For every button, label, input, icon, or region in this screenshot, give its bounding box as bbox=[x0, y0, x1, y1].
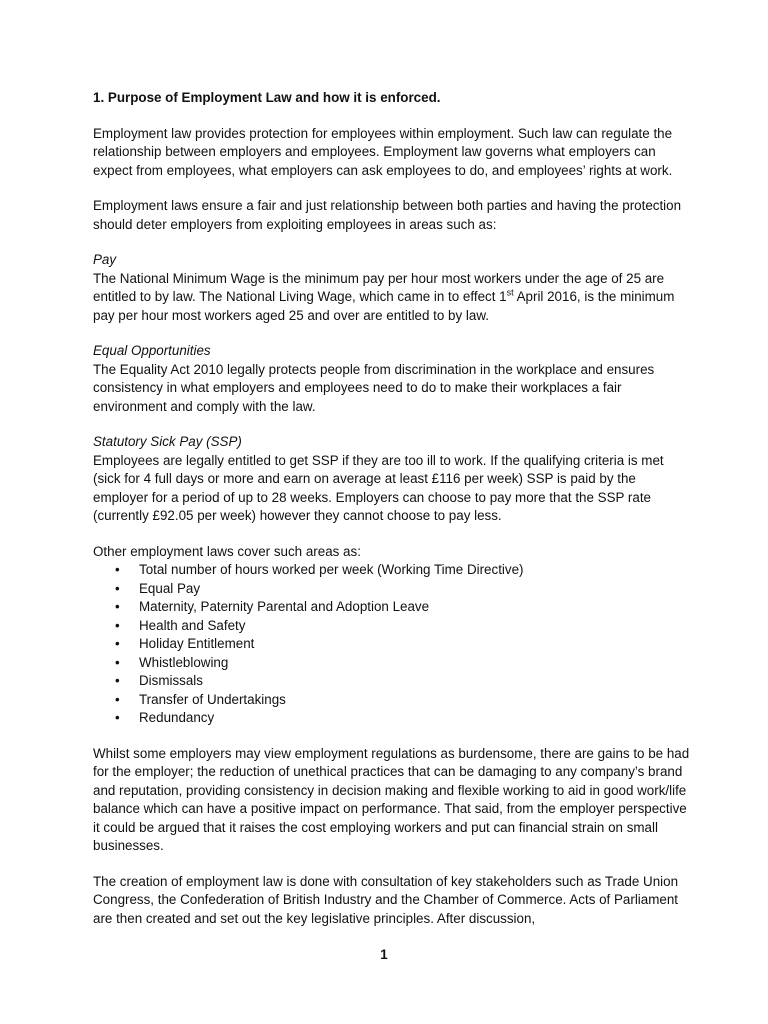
list-item bbox=[93, 691, 693, 710]
bullet-icon: • bbox=[115, 617, 120, 633]
burdensome-paragraph: Whilst some employers may view employment regulations as burdensome, there are gains to be had for the employer; the reduction of unethical practices that can be damaging to any company’s brand and reputation, providing consistency in decision making and flexible working to aid in good work/life balance which can have a positive impact on performance. That said, from the employer perspective it could be argued that it raises the cost employing workers and put can financial strain on small businesses. bbox=[93, 745, 690, 853]
bullet-icon: • bbox=[115, 636, 120, 651]
bullet-icon: • bbox=[115, 562, 120, 577]
list-item-text: Health and Safety bbox=[139, 617, 246, 633]
list-item-text: Total number of hours worked per week (Working Time Directive) bbox=[139, 562, 524, 577]
pay-text-part1: The National Minimum Wage is the minimum pay per hour most workers under the age of 25 are entitled to by law. The National Living Wage, which came in to effect 1 bbox=[93, 270, 665, 304]
list-item-text: Whistleblowing bbox=[139, 654, 229, 670]
bullet-icon: • bbox=[115, 580, 120, 596]
bullet-icon: • bbox=[115, 710, 120, 725]
list-item bbox=[93, 598, 693, 617]
pay-title: Pay bbox=[93, 252, 117, 267]
list-item bbox=[93, 635, 693, 654]
pay-superscript: st bbox=[506, 287, 514, 298]
list-item-text: Redundancy bbox=[139, 710, 215, 725]
bullet-icon: • bbox=[115, 691, 120, 707]
document-page bbox=[93, 89, 693, 945]
other-laws-list bbox=[93, 561, 693, 728]
equal-opportunities-paragraph: The Equality Act 2010 legally protects people from discrimination in the workplace and ensures consistency in what employers and employees need to do to make their workplaces a fair environment and comply with the law. bbox=[93, 361, 655, 414]
list-item-text: Equal Pay bbox=[139, 580, 201, 596]
other-laws-intro: Other employment laws cover such areas as: bbox=[93, 543, 361, 559]
pay-paragraph bbox=[93, 270, 693, 326]
page-number: 1 bbox=[380, 947, 388, 962]
creation-paragraph: The creation of employment law is done with consultation of key stakeholders such as Trade Union Congress, the Confederation of British Industry and the Chamber of Commerce. Acts of Parliament are then created and set out the key legislative principles. After discussion, bbox=[93, 873, 679, 926]
list-item bbox=[93, 672, 693, 691]
equal-opportunities-title: Equal Opportunities bbox=[93, 343, 211, 358]
list-item bbox=[93, 561, 693, 580]
intro-paragraph: Employment law provides protection for employees within employment. Such law can regulate the relationship between employers and employees. Employment law governs what employers can expect from employees, what employers can ask employees to do, and employees’ rights at work. bbox=[93, 125, 673, 178]
fair-relationship-paragraph: Employment laws ensure a fair and just relationship between both parties and having the protection should deter employers from exploiting employees in areas such as: bbox=[93, 198, 682, 232]
ssp-section bbox=[93, 433, 693, 526]
list-item-text: Dismissals bbox=[139, 673, 203, 688]
bullet-icon: • bbox=[115, 654, 120, 670]
pay-text-part2: April 2016, is the minimum pay per hour most workers aged 25 and over are entitled to by law. bbox=[93, 289, 675, 323]
bullet-icon: • bbox=[115, 599, 120, 614]
list-item bbox=[93, 654, 693, 673]
ssp-paragraph: Employees are legally entitled to get SSP if they are too ill to work. If the qualifying criteria is met (sick for 4 full days or more and earn on average at least £116 per week) SSP is paid by the employer for a period of up to 28 weeks. Employers can choose to pay more that the SSP rate (currently £92.05 per week) however they cannot choose to pay less. bbox=[93, 452, 664, 523]
bullet-icon: • bbox=[115, 673, 120, 688]
ssp-title: Statutory Sick Pay (SSP) bbox=[93, 434, 242, 449]
list-item-text: Holiday Entitlement bbox=[139, 636, 255, 651]
list-item-text: Maternity, Paternity Parental and Adoption Leave bbox=[139, 599, 430, 614]
list-item-text: Transfer of Undertakings bbox=[139, 691, 286, 707]
section-heading: 1. Purpose of Employment Law and how it is enforced. bbox=[93, 90, 441, 105]
pay-section bbox=[93, 251, 693, 325]
equal-opportunities-section bbox=[93, 342, 693, 416]
list-item bbox=[93, 580, 693, 599]
list-item bbox=[93, 709, 693, 728]
other-laws-section bbox=[93, 543, 693, 562]
list-item bbox=[93, 617, 693, 636]
